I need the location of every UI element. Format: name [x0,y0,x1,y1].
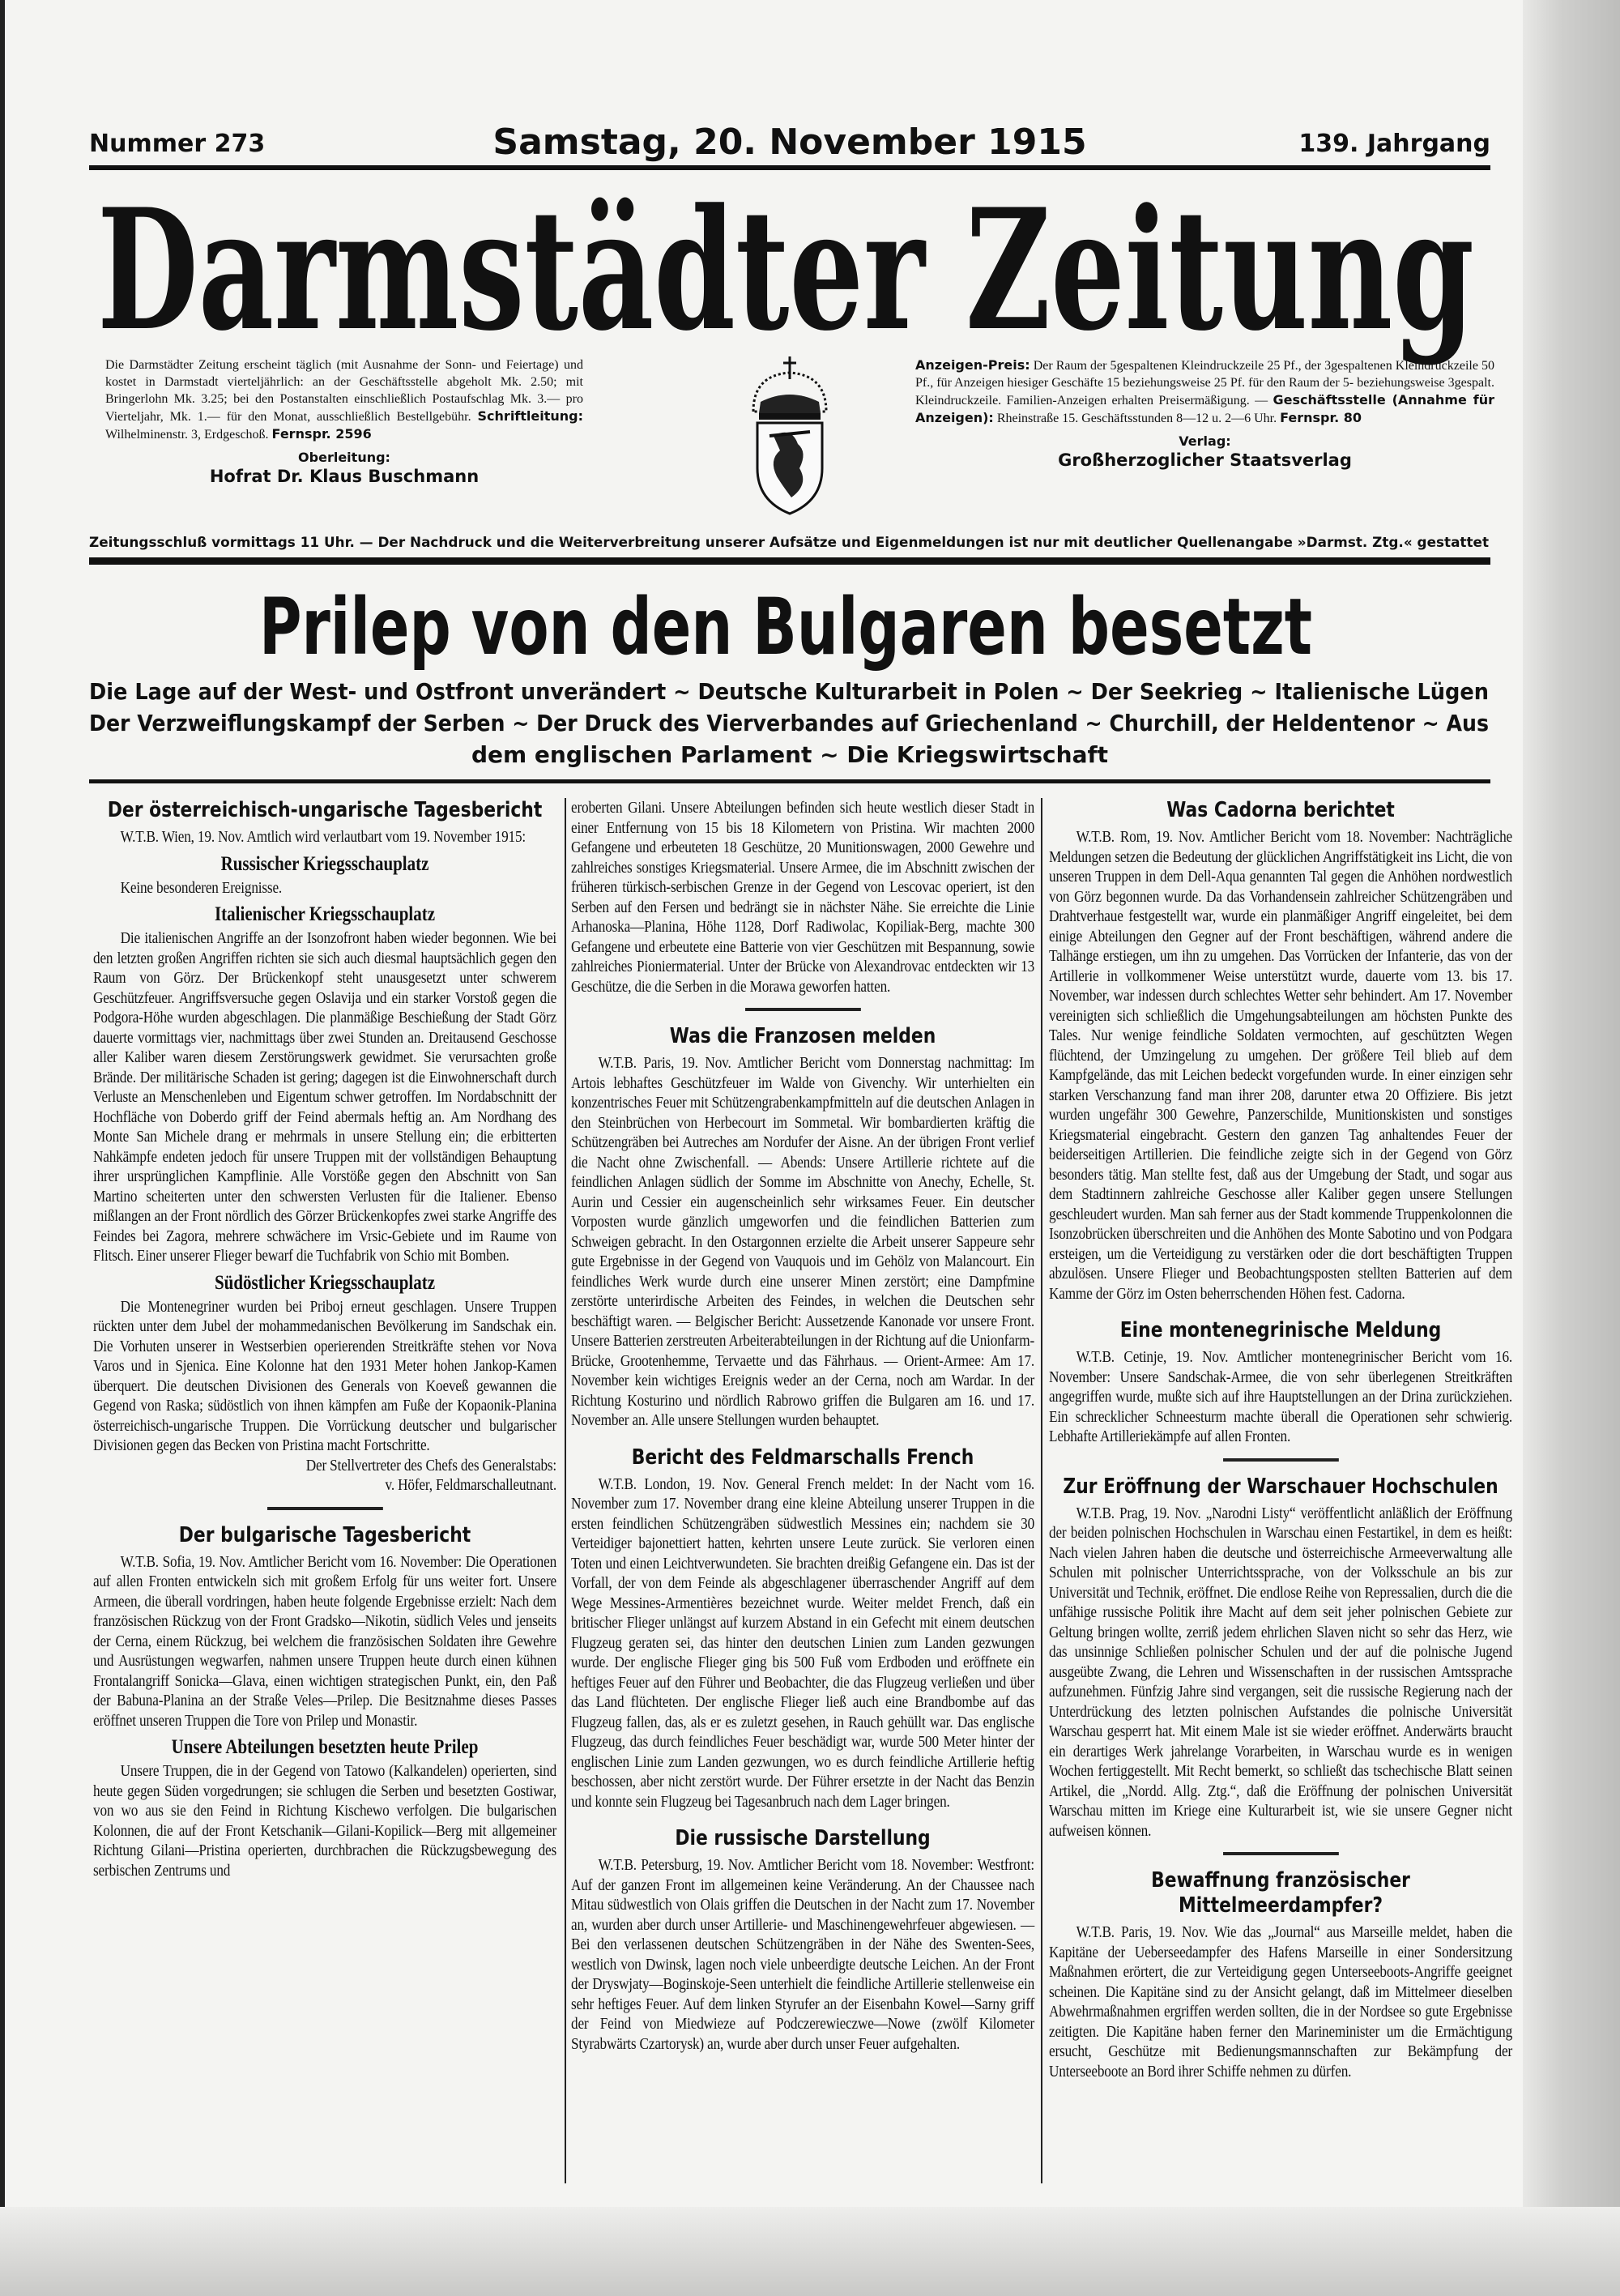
article-separator [1223,1852,1339,1855]
subheadline [89,676,1490,773]
section-subheading: Unsere Abteilungen besetzten heute Prilep [171,1736,479,1758]
head-name: Hofrat Dr. Klaus Buschmann [209,467,480,486]
issue-date: Samstag, 20. November 1915 [492,122,1087,163]
article-paragraph: W.T.B. Paris, 19. Nov. Amtlicher Bericht vom Donnerstag nachmittag: Im Artois lebhaftes Geschützfeuer im Walde von Givenchy. Wir unterhielten ein konzentrisches Feuer mit Schützengrabenkampfmitteln auf die deutschen Anlagen in den Steinbrüchen von Herbecourt im Sommetal. Wir bombardierten kräftig die Schützengräben bei Autreches am Nordufer der Aisne. An der übrigen Front verlief die Nacht ohne Zwischenfall. — Abends: Unsere Artillerie richtete auf die feindlichen Anlagen südlich der Somme im Abschnitte von Anechy, Echelle, St. Aurin und Cessier ein augenscheinlich sehr wirksames Feuer. Ein deutscher Vorposten wurde gänzlich umgeworfen und die feindlichen Batterien zum Schweigen gebracht. In den Ostargonnen erzielte die Arbeit unserer Sappeure sehr gute Ergebnisse in der Gegend von Vauquois und im Gehölz von Malancourt. Ein feindliches Werk wurde durch eine unserer Minen zerstört; eine Dampfmine zerstörte unterirdische Arbeiten des Feindes, in welchen die Deutschen sehr beschäftigt waren. — Belgischer Bericht: Aussetzende Kanonade vor unsere Front. Unsere Batterien zerstreuten Arbeiterabteilungen in der Richtung auf die Unionfarm-Brücke, Grootenhemme, Tervaette und das Fährhaus. — Orient-Armee: Am 17. November kein wichtiges Ereignis weder an der Cerna, noch am Wardar. In der Richtung Kosturino und nördlich Rabrowo griffen die Bulgaren am 16. und 17. November an. Alle unsere Stellungen wurden behauptet. [571,1054,1035,1429]
issue-number: Nummer 273 [89,130,266,158]
headline-rule [89,779,1490,783]
spacer [1049,1304,1512,1318]
column-3 [1049,798,1512,2081]
subscription-text: Die Darmstädter Zeitung erscheint täglich (mit Ausnahme der Sonn- und Feiertage) und kostet in Darmstadt vierteljährlich: an der Geschäftsstelle abgeholt Mk. 2.50; mit Bringerlohn Mk. 3.25; bei den Postanstalten einschließlich Postaufschlag Mk. 3.— pro Vierteljahr, Mk. 1.— für den Monat, ausschließlich Bestellgebühr. [105,358,583,424]
article-heading: Eine montenegrinische Meldung [1119,1318,1442,1342]
article-paragraph: Die Montenegriner wurden bei Priboj erneut geschlagen. Unsere Truppen rückten unter dem Jubel der mohammedanischen Bevölkerung im Sandschak ein. Die Vorhuten unserer in Westserbien operierenden Streitkräfte stehen vor Nova Varos und in Sjenica. Eine Kolonne hat den 1931 Meter hohen Jankop-Kamen überquert. Die deutschen Divisionen des Generals von Koeveß gewannen die Gegend von Raska; südöstlich von ihnen kämpfen am Fuße der Kopaonik-Planina österreichisch-ungarische Truppen. Die Vorrückung deutscher und bulgarischer Divisionen gegen das Becken von Pristina macht Fortschritte. [93,1297,557,1454]
ad-price-label: Anzeigen-Preis: [915,357,1030,373]
head-label: Oberleitung: [298,450,390,465]
volume-number: 139. Jahrgang [1298,130,1490,158]
article-paragraph: W.T.B. Paris, 19. Nov. Wie das „Journal“ aus Marseille meldet, haben die Kapitäne der Ueberseedampfer des Hafens Marseille in einer Sondersitzung Maßnahmen erörtert, die zur Verteidigung gegen Unterseeboots-Angriffe geeignet scheinen. Die Kapitäne sind zu der Ansicht gelangt, daß im Mittelmeer dieselben Abwehrmaßnahmen ergriffen werden sollten, die in der Nordsee so gute Ergebnisse zeitigten. Die Kapitäne haben ferner den Marineminister um die Ermächtigung ersucht, Geschütze mit Bedienungsmannschaften zur Bekämpfung der Unterseeboote an Bord ihrer Schiffe nehmen zu dürfen. [1049,1923,1513,2080]
article-heading: Bewaffnung französischer Mittelmeerdampfer? [1151,1868,1410,1918]
article-heading: Die russische Darstellung [675,1826,931,1850]
column-2 [571,798,1034,2054]
publisher-label: Verlag: [1179,433,1231,449]
column-divider [1041,798,1042,2183]
section-subheading: Italienischer Kriegsschauplatz [215,903,436,925]
column-1 [93,798,556,1880]
advertising-info [915,356,1494,427]
editorial-label: Schriftleitung: [477,408,584,424]
ad-price-text: Der Raum der 5gespaltenen Kleindruckzeile 25 Pf., der 3gespaltenen Kleindruckzeile 50 Pf., für Anzeigen hiesiger Geschäfte 15 beziehungsweise 25 Pf. für den Raum der 5- beziehungsweise 3gespalt. Kleindruckzeile. Familien-Anzeigen erhalten Preisermäßigung. — [915,359,1494,408]
article-separator [745,1008,861,1011]
column-divider [565,798,566,2183]
article-paragraph: W.T.B. Sofia, 19. Nov. Amtlicher Bericht vom 16. November: Die Operationen auf allen Fronten entwickeln sich mit großem Erfolg für uns weiter fort. Unsere Armeen, die überall vordringen, haben heute folgende Ergebnisse erzielt: Nach dem französischen Rückzug von der Front Gradsko—Nikotin, südlich Veles und jenseits der Cerna, einem Rückzug, bei welchem die französischen Soldaten ihre Gewehre und Ausrüstungen wegwarfen, nahmen unsere Truppen heute durch einen kühnen Frontalangriff Sonicka—Glava, einen wichtigen strategischen Punkt, ein, den Paß der Babuna-Planina an der Straße Veles—Prilep. Die Besitznahme dieses Passes eröffnet unseren Truppen die Tore von Prilep und Monastir. [93,1552,557,1730]
subheadline-line: Die Lage auf der West- und Ostfront unverändert ~ Deutsche Kulturarbeit in Polen ~ Der Seekrieg ~ Italienische Lügen [89,678,1489,705]
editorial-phone: Fernspr. 2596 [271,426,372,442]
article-heading: Was die Franzosen melden [669,1024,936,1048]
header-rule [89,165,1490,170]
section-subheading: Russischer Kriegsschauplatz [220,852,429,875]
office-text: Rheinstraße 15. Geschäftsstunden 8—12 u. 2—6 Uhr. [996,412,1277,425]
main-headline [259,579,1320,672]
scan-edge-left [0,0,5,2296]
signature: Der Stellvertreter des Chefs des Generalstabs: [305,1456,557,1474]
article-heading: Der bulgarische Tagesbericht [178,1522,471,1547]
office-label: Geschäftsstelle (Annahme für Anzeigen): [915,392,1494,425]
article-paragraph: W.T.B. London, 19. Nov. General French meldet: In der Nacht vom 16. November zum 17. November drang eine kleine Abteilung unserer Truppen in die ersten feindlichen Schützengräben südwestlich Messines ein; nachdem sie 30 Verteidiger bajonettiert hatten, kehrten unsere Leute zurück. Sie verloren einen Toten und einen Leichtverwundeten. Sie brachten dreißig Gefangene ein. Das ist der Vorfall, der von dem Feinde als abgeschlagener überraschender Angriff auf dem Wege Messines-Armentières bezeichnet wurde. Weiter meldet French, daß ein britischer Flieger unlängst auf kurzem Abstand in ein Gefecht mit einem deutschen Flugzeug geraten sei, das hinter den deutschen Linien zum Landen gezwungen wurde. Der englische Flieger ging bis 500 Fuß vom Erdboden und eröffnete ein heftiges Feuer auf den Führer und Beobachter, die das Flugzeug verließen und über das Land flüchteten. Der englische Flieger ließ auch eine Brandbombe auf das Flugzeug fallen, das, als er es zuletzt gesehen, in Rauch gehüllt war. Das englische Flugzeug, das durch feindliches Feuer beschädigt war, wurde 500 Meter hinter der englischen Linie zum Landen gezwungen, wo es durch feindliche Artillerie heftig beschossen, aber nicht zerstört wurde. Der Führer ersetzte in der Nacht das Benzin und konnte sein Flugzeug bei Tagesanbruch nach dem Lager bringen. [571,1474,1035,1811]
office-phone: Fernspr. 80 [1280,410,1362,425]
spacer [571,1812,1034,1826]
publisher-name: Großherzoglicher Staatsverlag [1058,450,1352,470]
subheadline-line: dem englischen Parlament ~ Die Kriegswirtschaft [471,741,1109,768]
article-paragraph: eroberten Gilani. Unsere Abteilungen befinden sich heute westlich dieser Stadt in einer Entfernung von 15 bis 18 Kilometern von Pristina. Wir machten 2000 Gefangene und erbeuteten 18 Geschütze, 20 Munitionswagen, 2000 Gewehre und zahlreiches sonstiges Kriegsmaterial. Unsere Armee, die im Abschnitt zwischen der früheren türkisch-serbischen Grenze in der Gegend von Lescovac operiert, ist den Serben auf den Fersen und bedrängt sie in nächster Nähe. Sie erreichte die Linie Arhanoska—Planina, Höhe 1128, Dorf Radiwolac, Kopiliak-Berg, machte 300 Gefangene und erbeutete eine Batterie von vier Geschützen mit Bespannung, sowie zahlreiches Pioniermaterial. Unter der Brücke von Alexandrovac entdeckten wir 13 Geschütze, die die Serben in die Morawa geworfen hatten. [571,799,1035,996]
editorial-address: Wilhelminenstr. 3, Erdgeschoß. [105,428,269,442]
article-paragraph: W.T.B. Rom, 19. Nov. Amtlicher Bericht vom 18. November: Nachträgliche Meldungen setzen die Bedeutung der glücklichen Angriffstätigkeit ins Licht, die von unseren Truppen in dem Dell-Aqua genannten Tal gegen die Anhöhen nordwestlich von Görz begonnen wurde. Da das Vorhandensein zahlreicher Schützengräben und Drahtverhaue festgestellt war, wurde ein planmäßiger Angriff eingeleitet, bei dem einige Abteilungen den Gegner auf der Front beschäftigen, während andere die Talhänge erstiegen, um ihn zu umgehen. Das Vorrücken der Infanterie, das von der Artillerie in vollkommener Weise unterstützt wurde, dauerte vom 13. bis 17. November, war indessen durch schlechtes Wetter sehr behindert. Am 17. November vereinigten sich schließlich die Umgehungsabteilungen am höchsten Punkte des Tales. Nur wenige feindliche Soldaten vermochten, auf geschützten Wegen flüchtend, der Umzingelung zu umgehen. Der größere Teil blieb auf dem Kampfgelände, das mit Leichen bedeckt vorgefunden wurde. In einer einzigen sehr starken Verschanzung fand man ihrer 208, darunter etwa 20 Offiziere. Bis jetzt wurden ungefähr 300 Gewehre, Panzerschilde, Munitionskisten und sonstiges Kriegsmaterial eingebracht. Gestern den ganzen Tag anhaltendes Feuer der beiderseitigen Artillerien. Die feindliche zeigte sich in der Gegend von Görz besonders tätig. Man stellte fest, daß aus der Umgebung der Stadt, und sogar aus dem Stadtinnern zahlreiche Geschosse aller Kaliber gegen unsere Stellungen geschleudert wurden. Man sah ferner aus der Stadt kommende Truppenkolonnen die Isonzobrücken überschreiten und die Anhöhen des Monte Sabotino und von Podgara ersteigen, um die Verteidigung zu verstärken oder die dort beschäftigten Truppen abzulösen. Unsere Flieger und Beobachtungsposten stellten Batterien auf dem Kamme der Görz im Osten beherrschenden Höhen fest. Cadorna. [1049,828,1513,1303]
reprint-notice-text: Zeitungsschluß vormittags 11 Uhr. — Der Nachdruck und die Weiterverbreitung unserer Aufsätze und Eigenmeldungen ist nur mit deutlicher Quellenangabe »Darmst. Ztg.« gestattet [89,535,1489,551]
main-headline-text: Prilep von den Bulgaren besetzt [259,582,1312,672]
masthead-title-text: Darmstädter Zeitung [97,173,1474,368]
article-paragraph: Keine besonderen Ereignisse. [120,878,283,897]
article-heading: Was Cadorna berichtet [1166,798,1395,822]
article-heading: Zur Eröffnung der Warschauer Hochschulen [1063,1474,1498,1499]
scan-edge-right [1523,0,1620,2296]
article-paragraph: W.T.B. Prag, 19. Nov. „Narodni Listy“ veröffentlicht anläßlich der Eröffnung der beiden polnischen Hochschulen in Warschau einen Festartikel, in dem es heißt: Nach vielen Jahren haben die deutsche und österreichische Armeeverwaltung alle Schulen mit polnischer Unterrichtssprache, von der Volksschule an bis zur Universität und Technik, eröffnet. Die endlose Reihe von Repressalien, durch die die unfähige russische Politik ihre Macht auf dem seit jeher polnischen Gebiete zur Geltung bringen wollte, zerriß jedem ehrlichen Slaven nicht so sehr das Herz, wie das unsinnige Schließen polnischer Schulen und der auf die polnische Jugend ausgeübte Zwang, die Lehren und Wissenschaften in der russischen Amtssprache aufzunehmen. Fünfzig Jahre sind vergangen, seit die russische Regierung nach der Unterdrückung des letzten polnischen Aufstandes die polnische Universität Warschau gesperrt hat. Mit einem Male ist sie wieder eröffnet. Anderwärts braucht ein derartiges Werk jahrelange Vorarbeiten, in Warschau wurde es in wenigen Wochen fertiggestellt. Mit Recht bemerkt, so schließt das tschechische Blatt seinen Artikel, die „Nordd. Allg. Ztg.“, daß die Eröffnung der polnischen Universität Warschau mitten im Kriege eine Kulturarbeit ist, wie sie unsere Gegner nicht aufweisen können. [1049,1504,1513,1840]
article-paragraph: W.T.B. Wien, 19. Nov. Amtlich wird verlautbart vom 19. November 1915: [120,828,526,846]
article-paragraph: W.T.B. Cetinje, 19. Nov. Amtlicher montenegrinischer Bericht vom 16. November: Unsere Sandschak-Armee, die von sehr überlegenen Streitkräften angegriffen wurde, mußte sich auf ihre Hauptstellungen an der Drina zurückziehen. Ein schrecklicher Schneesturm machte überall die Operationen sehr schwierig. Lebhafte Artilleriekämpfe auf allen Fronten. [1049,1348,1513,1445]
article-separator [267,1507,383,1510]
reprint-notice [89,531,1490,553]
dateline [89,122,1490,162]
advertising-block [915,356,1494,471]
article-heading: Bericht des Feldmarschalls French [631,1445,974,1470]
signature: v. Höfer, Feldmarschalleutnant. [385,1476,557,1494]
subscription-block [105,356,583,487]
article-paragraph: Unsere Truppen, die in der Gegend von Tatowo (Kalkandelen) operierten, sind heute gegen Süden vorgedrungen; sie schlugen die Serben und besetzten Gostiwar, von wo aus sie den Feind in Richtung Kischewo verfolgen. Die bulgarischen Kolonnen, die auf der Front Ketschanik—Gilani-Kopilick—Berg mit allgemeiner Richtung Gilani—Pristina operierten, durchbrachen die Rückzugsbewegung des serbischen Zentrums und [93,1762,557,1880]
subheadline-line: Der Verzweiflungskampf der Serben ~ Der Druck des Vierverbandes auf Griechenland ~ Churchill, der Heldentenor ~ Aus [89,710,1489,736]
article-paragraph: W.T.B. Petersburg, 19. Nov. Amtlicher Bericht vom 18. November: Westfront: Auf der ganzen Front im allgemeinen keine Veränderung. An der Chaussee nach Mitau südwestlich von Olais griffen die Deutschen in der Nacht zum 17. November an, wurden aber durch unser Artillerie- und Maschinengewehrfeuer abgewiesen. — Bei den verlassenen deutschen Schützengräben in der Nähe des Swenten-Sees, westlich von Dwinsk, lagen noch viele unbeerdigte deutsche Leichen. An der Front der Dryswjaty—Boginskoje-Seen unterhielt die feindliche Artillerie stellenweise ein sehr heftiges Feuer. Auf dem linken Styrufer an der Eisenbahn Kowel—Sarny griff der Feind von Miedwieze auf Podczerewieczwe—Nowe (zwölf Kilometer Styrabwärts Czartorysk) an, wurde aber durch unser Feuer aufgehalten. [571,1856,1035,2053]
article-separator [1223,1458,1339,1462]
article-heading: Der österreichisch-ungarische Tagesbericht [107,798,543,822]
section-subheading: Südöstlicher Kriegsschauplatz [214,1271,436,1294]
scan-edge-bottom [0,2207,1620,2296]
coat-of-arms-crest [741,355,838,517]
subscription-info [105,356,583,443]
article-paragraph: Die italienischen Angriffe an der Isonzofront haben wieder begonnen. Wie bei den letzten großen Angriffen richten sie sich auch diesmal hauptsächlich gegen den Raum von Görz. Der Brückenkopf steht unausgesetzt unter schwerem Geschützfeuer. Angriffsversuche gegen Oslavija und ein starker Vorstoß gegen die Podgora-Höhe wurden abgeschlagen. Die planmäßige Beschießung der Stadt Görz dauerte vormittags vier, nachmittags über zwei Stunden an. Dreitausend Geschosse aller Kaliber waren diesem Zerstörungswerk gewidmet. Sie verursachten große Brände. Der militärische Schaden ist gering; dagegen ist die Einwohnerschaft durch Verluste an Menschenleben und Eigentum schwer getroffen. Im Nordabschnitt der Hochfläche von Doberdo griff der Feind abermals heftig an. Am Nordhang des Monte San Michele drang er mehrmals in unsere Stellung ein; die erbitterten Nahkämpfe endeten jedoch für unsere Truppen mit der vollständigen Behauptung ihrer ursprünglichen Kampflinie. Alle Vorstöße gegen den Abschnitt von San Martino scheiterten unter den schwersten Verlusten für die Italiener. Ebenso mißlangen an der Front nördlich des Görzer Brückenkopfes zwei starke Angriffe des Feindes bei Zagora, mehrere schwächere im Vrsic-Gebiete und im Raume von Flitsch. Einer unserer Flieger bewarf die Tuchfabrik von Schio mit Bomben. [93,929,557,1265]
notice-rule [89,557,1490,565]
spacer [571,1431,1034,1445]
